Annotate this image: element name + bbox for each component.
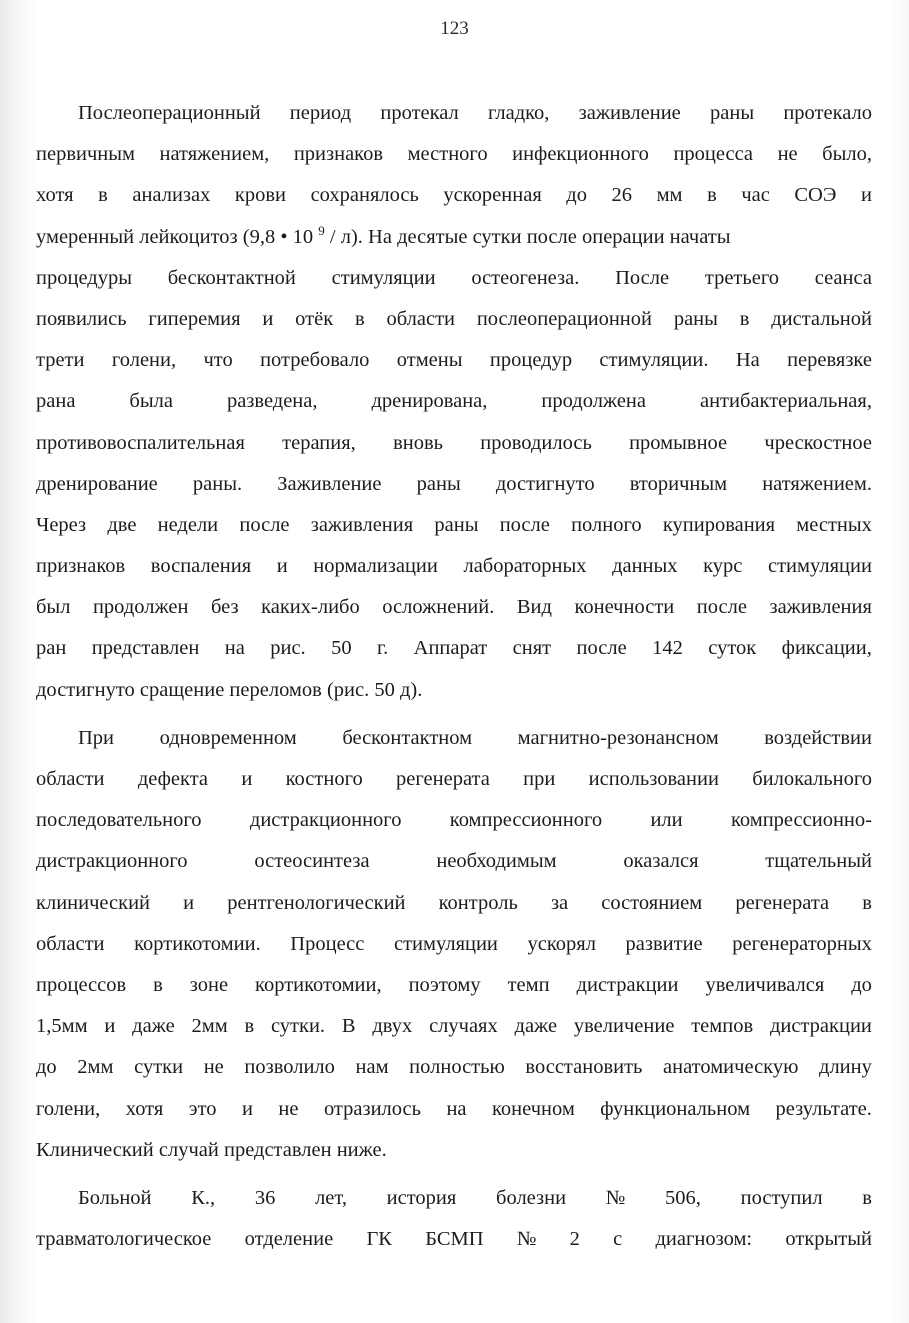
word: что [203,349,233,372]
body-text [36,93,872,1260]
word: Вид [516,596,552,619]
text-line [36,841,872,882]
word: В [341,1015,356,1038]
word: 506, [665,1186,701,1209]
word: области [386,307,455,330]
word: бесконтактном [342,726,473,749]
word: рентгенологический [227,891,406,914]
word: результате. [775,1097,872,1120]
word: поэтому [408,973,481,996]
word: проводилось [480,431,592,454]
word: области [36,768,105,790]
word: в [707,184,717,207]
word: появились [36,307,127,330]
word: история [386,1186,457,1209]
word: гладко, [488,102,550,124]
word: бесконтактной [167,266,296,289]
word: Клинический [36,1138,154,1161]
word: осложнений. [382,596,495,619]
word: сеанса [814,266,872,289]
word: 2 [569,1228,580,1251]
word: сохранялось [310,184,419,207]
word: функциональном [600,1097,751,1120]
text-line [36,587,872,628]
text-line [36,883,872,924]
word: представлен [91,637,200,660]
word: При [78,726,115,749]
word: терапия, [282,431,356,454]
word: раны [710,102,755,124]
word: нормализации [313,555,438,578]
word: сращение [139,678,225,701]
word: оказался [623,850,699,873]
word: крови [234,184,287,207]
word: после [499,513,550,536]
word: процедур [489,349,573,372]
word: после [696,596,747,619]
word: длину [819,1056,872,1079]
word: Больной [78,1186,152,1209]
word: компрессионно- [730,809,872,832]
word: тщательный [765,850,872,873]
word: дистракции [576,973,679,996]
word: темпов [691,1015,754,1038]
text-line [36,1089,872,1130]
word: гиперемия [148,307,241,330]
word: зоне [189,973,229,996]
word: не [203,1056,224,1079]
word: болезни [496,1186,567,1209]
word: ускоренная [443,184,542,207]
word: продолжен [92,596,189,619]
word: состоянием [601,891,703,914]
word: СОЭ [794,184,837,207]
text-line [36,1178,872,1219]
word: конечности [574,596,675,619]
word: дренирована, [371,390,488,413]
word: г. [377,637,389,660]
word: сутки. [270,1015,326,1038]
word: раны [673,307,718,330]
word: дистракционного [249,809,402,832]
word: третьего [704,266,779,289]
word: отделение [244,1228,334,1251]
word: купирования [662,513,776,536]
word: 2мм [191,1015,228,1038]
word: каких-либо [261,596,360,619]
word: клинический [36,891,151,914]
word: После [615,266,670,289]
word: 1,5мм [36,1015,88,1038]
word: костного [285,768,363,790]
word: На [735,349,760,372]
word: до [36,1056,57,1079]
word: стимуляции [393,932,498,955]
word: анализах [132,184,211,207]
word: представлен [223,1138,332,1161]
word: или [650,809,683,832]
word: д). [400,678,423,701]
word: компрессионного [449,809,603,832]
text-line [36,800,872,841]
word: диагнозом: [655,1228,753,1251]
text-line [36,505,872,546]
word: заживления [310,513,414,536]
word: 36 [254,1186,276,1209]
word: протекал [380,102,459,124]
word: трети [36,349,85,372]
word: после [239,513,290,536]
word: даже [514,1015,558,1038]
word: не [278,1097,299,1120]
word: вновь [393,431,444,454]
word: 2мм [77,1056,114,1079]
word: местного [407,143,488,166]
text-line [36,381,872,422]
word: и [860,184,872,207]
word: сутки [134,1056,184,1079]
word: увеличение [573,1015,675,1038]
word: билокального [752,768,872,790]
word: хотя [125,1097,164,1120]
text-line [36,93,872,134]
paragraph [36,93,872,711]
word: двух [372,1015,413,1038]
word: магнитно-резонансном [517,726,719,749]
word: БСМП [425,1228,484,1251]
text-line [36,965,872,1006]
word: отмены [396,349,463,372]
word: 26 [611,184,633,207]
text-line [36,217,872,258]
word: раны. [192,472,243,495]
word: мм [656,184,683,207]
word: за [550,891,569,914]
word: противовоспалительная [36,431,245,454]
word: Послеоперационный [78,102,261,124]
word: фиксации, [781,637,872,660]
word: в [862,1186,872,1209]
word: разведена, [226,390,318,413]
word: рана [36,390,76,413]
word: и [104,1015,116,1038]
word: недели [157,513,219,536]
word: достигнуто [495,472,595,495]
word: ГК [366,1228,392,1251]
word: отразилось [323,1097,421,1120]
text-line [36,464,872,505]
word: признаков [293,143,384,166]
text-line [36,134,872,175]
word: стимуляции [331,266,436,289]
word: воспаления [150,555,252,578]
word: 50 [374,678,395,701]
word: антибактериальная, [699,390,872,413]
word: дренирование [36,472,158,495]
word: и [241,768,253,790]
word: в [98,184,108,207]
text-line [36,175,872,216]
word: перевязке [787,349,872,372]
word: в [153,973,163,996]
word: заживление [578,102,681,124]
word: дистракционного [36,850,188,873]
word: и [276,555,288,578]
formula-suffix: / л). На десятые сутки после операции начаты [324,225,731,248]
word: и [241,1097,253,1120]
word: регенерата [396,768,490,790]
word: 50 [331,637,352,660]
text-line [36,340,872,381]
word: лет, [315,1186,347,1209]
word: необходимым [436,850,557,873]
word: заживления [769,596,872,619]
word: раны [416,472,461,495]
word: ран [36,637,67,660]
word: суток [708,637,757,660]
word: и [262,307,274,330]
word: час [741,184,770,207]
paragraph-gap [36,711,872,718]
word: был [36,596,71,619]
word: № [605,1186,626,1209]
text-line [36,299,872,340]
paragraph [36,1178,872,1260]
word: послеоперационной [476,307,652,330]
word: процесса [673,143,754,166]
word: кортикотомии. [134,932,261,955]
text-line [36,1130,872,1171]
word: до [566,184,587,207]
exponent: 9 [318,222,325,238]
word: курс [703,555,743,578]
word: продолжена [541,390,646,413]
word: при [523,768,556,790]
text-line [36,423,872,464]
word: случай [158,1138,219,1161]
word: даже [132,1015,175,1038]
word: позволило [244,1056,335,1079]
word: анатомическую [663,1056,799,1079]
word: до [851,973,872,996]
word: на [224,637,245,660]
word: Через [36,513,87,536]
word: дефекта [137,768,209,790]
word: кортикотомии, [255,973,382,996]
word: снят [512,637,552,660]
word: протекало [783,102,872,124]
paragraph-gap [36,1171,872,1178]
word: в [862,891,872,914]
word: с [613,1228,623,1251]
word: дистракции [769,1015,872,1038]
word: темп [507,973,550,996]
word: без [210,596,239,619]
word: на [446,1097,467,1120]
word: остеосинтеза [254,850,370,873]
text-line [36,670,872,711]
word: после [576,637,627,660]
word: Процесс [290,932,365,955]
text-line [36,1047,872,1088]
word: лабораторных [463,555,587,578]
text-line [36,628,872,669]
word: дистальной [771,307,872,330]
text-line [36,546,872,587]
word: было, [822,143,872,166]
text-line [36,258,872,299]
word: первичным [36,143,135,166]
text-line [36,759,872,800]
word: не [777,143,798,166]
word: потребовало [260,349,370,372]
word: использовании [588,768,719,790]
word: промывное [629,431,728,454]
text-line [36,1219,872,1260]
word: в [244,1015,255,1038]
text-line [36,924,872,965]
word: контроль [438,891,518,914]
word: полностью [409,1056,505,1079]
word: К., [191,1186,216,1209]
word: процессов [36,973,127,996]
word: последовательного [36,809,202,832]
word: воздействии [764,726,872,749]
paragraph [36,718,872,1171]
word: (рис. [326,678,370,701]
word: регенерата [735,891,830,914]
word: поступил [740,1186,823,1209]
word: признаков [36,555,126,578]
word: голени, [36,1097,101,1120]
word: в [739,307,750,330]
formula-prefix: умеренный лейкоцитоз (9,8 • 10 [36,225,319,248]
word: рис. [270,637,306,660]
word: раны [434,513,479,536]
word: отёк [295,307,334,330]
word: регенераторных [732,932,872,955]
word: период [289,102,352,124]
word: случаях [429,1015,498,1038]
word: травматологическое [36,1228,212,1251]
word: полного [571,513,642,536]
word: в [354,307,365,330]
word: № [516,1228,537,1251]
word: чрескостное [764,431,872,454]
word: открытый [785,1228,872,1251]
word: ускорял [527,932,596,955]
word: натяжением. [762,472,872,495]
word: одновременном [159,726,297,749]
word: Заживление [277,472,382,495]
word: местных [796,513,872,536]
word: развитие [625,932,703,955]
word: это [188,1097,217,1120]
word: данных [612,555,678,578]
word: две [107,513,137,536]
word: вторичным [629,472,728,495]
word: Аппарат [413,637,488,660]
word: конечном [491,1097,575,1120]
word: натяжением, [159,143,270,166]
word: и [183,891,195,914]
word: достигнуто [36,678,135,701]
word: хотя [36,184,74,207]
formula-text [36,217,731,258]
text-line [36,1006,872,1047]
word: стимуляции [768,555,872,578]
word: остеогенеза. [471,266,580,289]
text-line [36,718,872,759]
page-number: 123 [440,18,469,39]
word: переломов [229,678,322,701]
word: восстановить [525,1056,643,1079]
word: стимуляции. [599,349,709,372]
word: ниже. [336,1138,387,1161]
word: была [129,390,173,413]
word: области [36,932,105,955]
word: голени, [111,349,177,372]
word: инфекционного [512,143,649,166]
word: нам [355,1056,389,1079]
word: процедуры [36,266,132,289]
word: увеличивался [705,973,825,996]
word: 142 [652,637,683,660]
